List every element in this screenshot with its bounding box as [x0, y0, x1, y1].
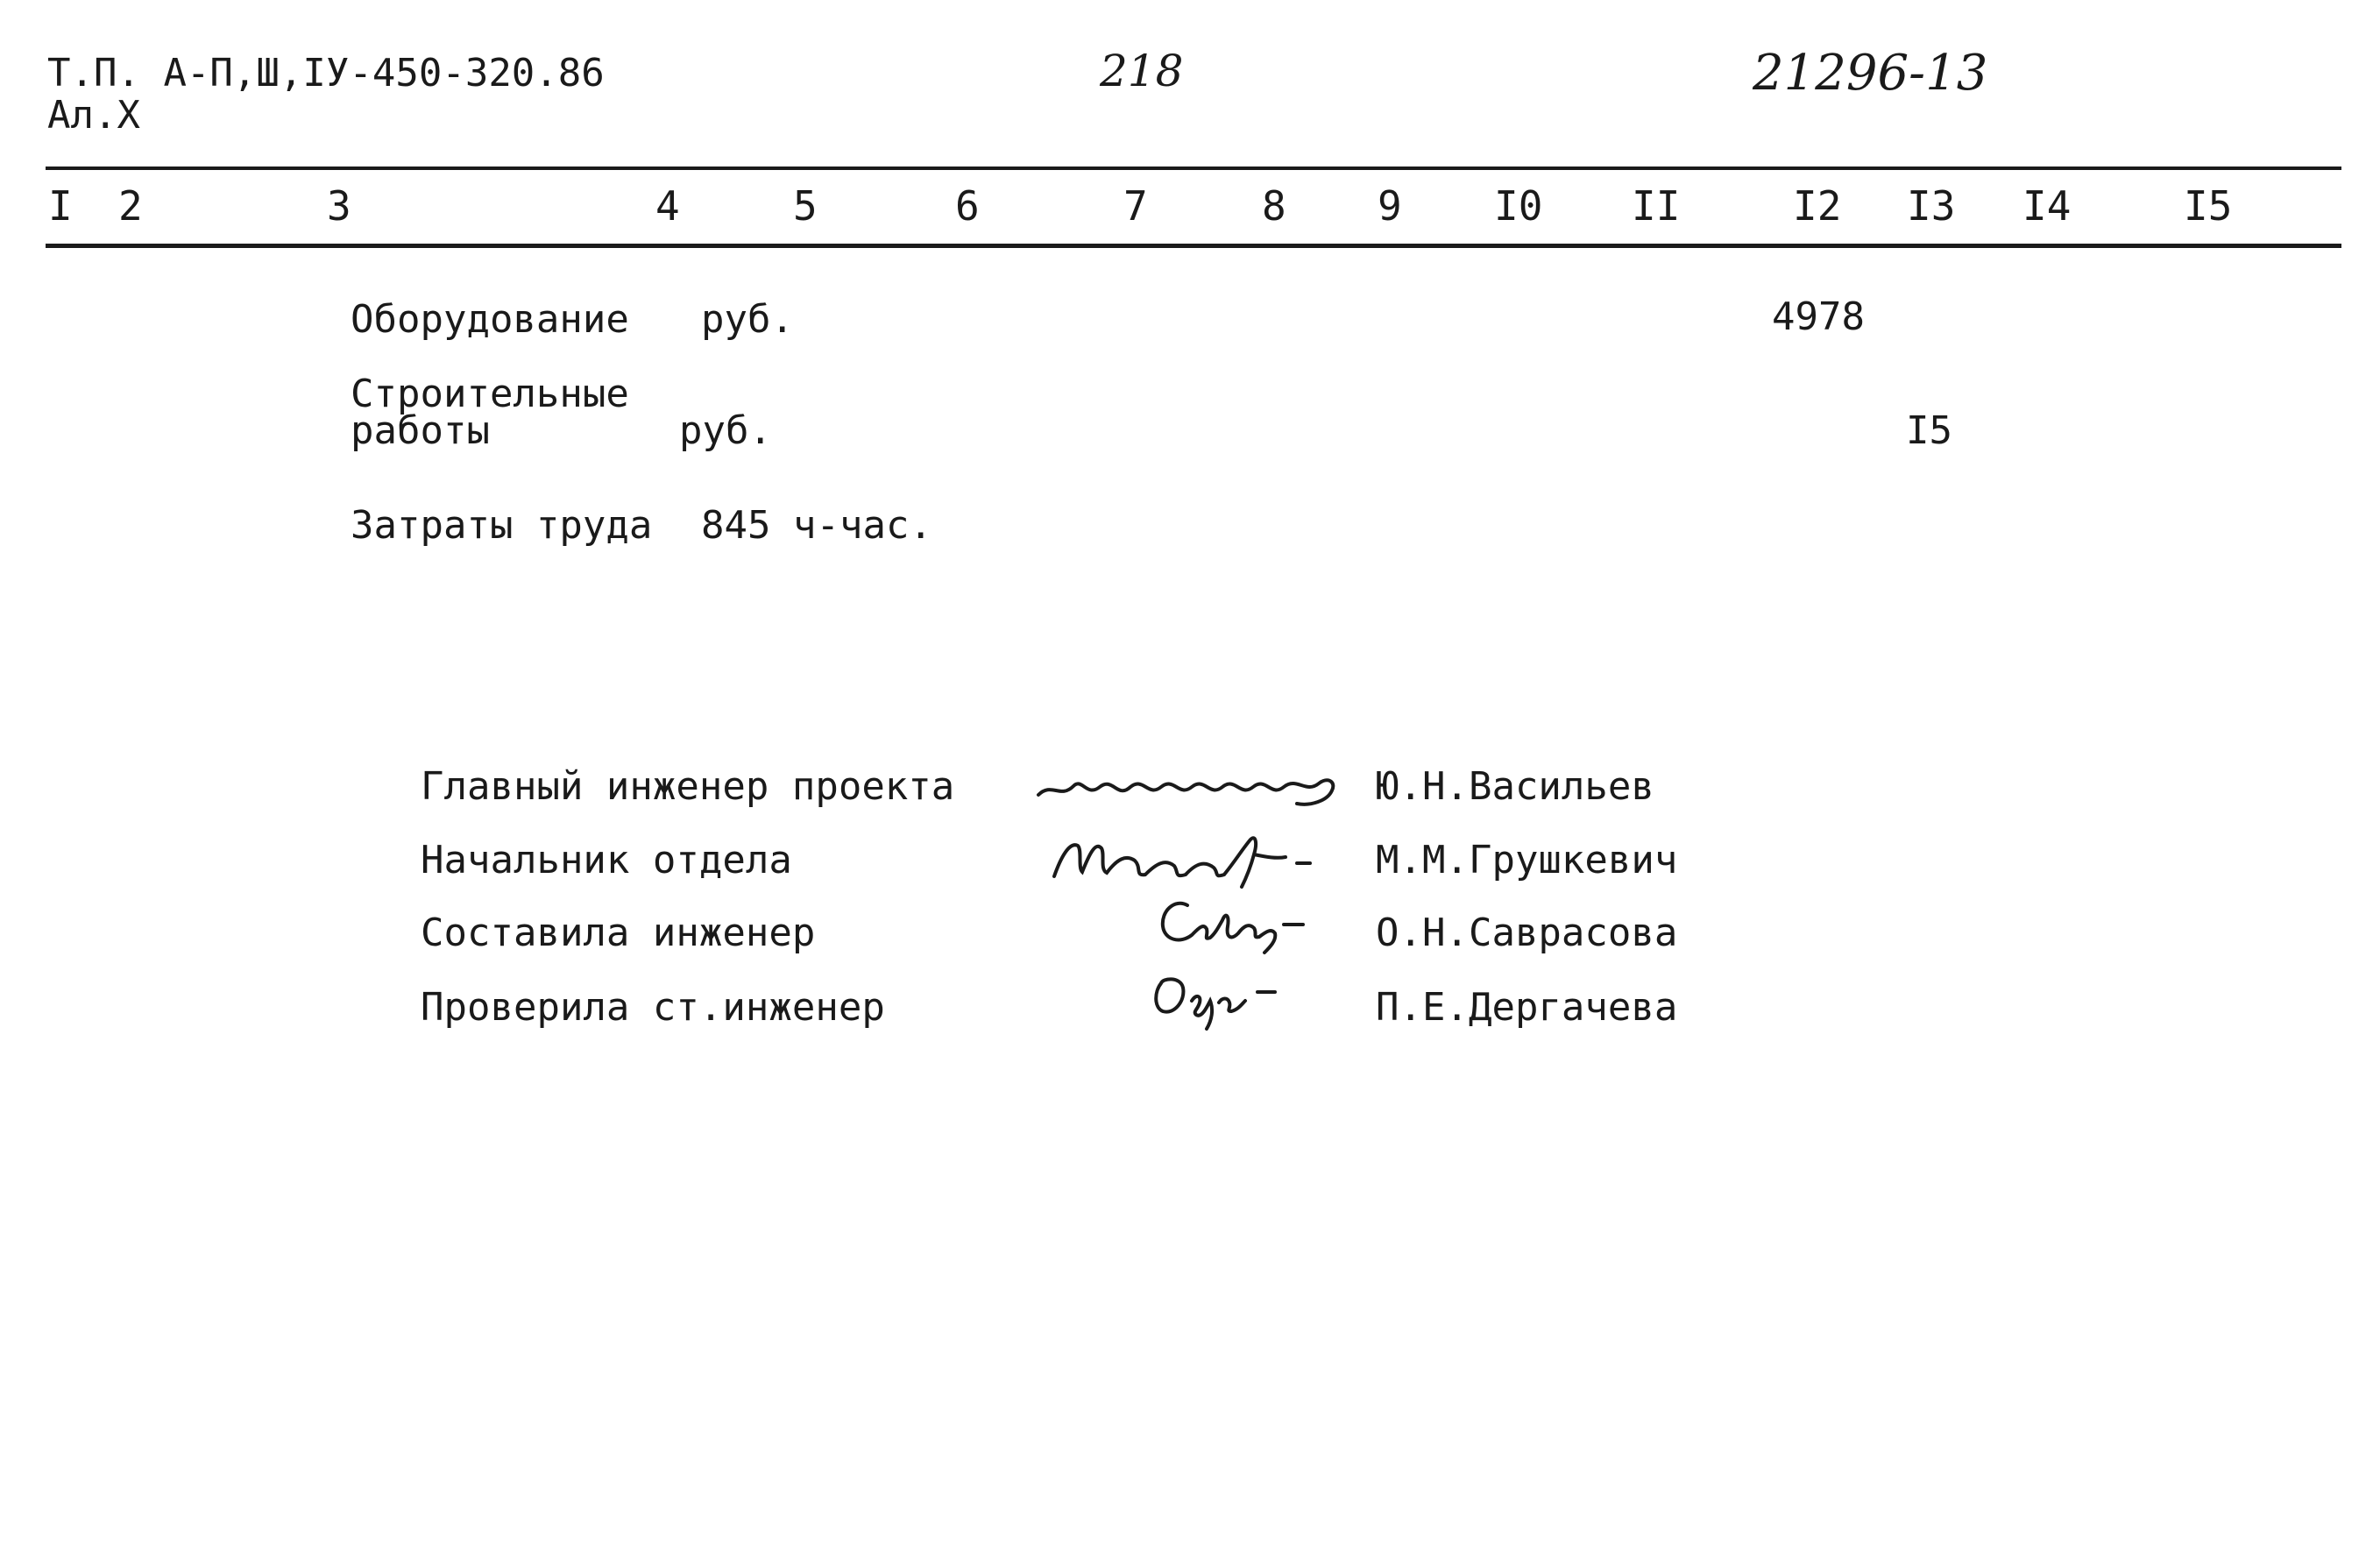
- doc-code-line2: Ал.X: [47, 93, 140, 138]
- signature-role: Главный инженер проекта: [421, 764, 955, 809]
- row-unit: руб.: [701, 297, 794, 342]
- handwritten-signature: [1144, 966, 1293, 1036]
- row-unit: ч-час.: [793, 503, 932, 548]
- column-number: I0: [1494, 182, 1543, 230]
- column-number: 4: [655, 182, 680, 230]
- row-name: Затраты труда: [351, 503, 653, 548]
- row-value-col12: 4978: [1772, 294, 1865, 339]
- row-value: 845: [701, 503, 771, 548]
- column-number: 5: [793, 182, 818, 230]
- row-name-line2: работы: [351, 408, 490, 453]
- signature-role: Начальник отдела: [421, 838, 792, 882]
- signatory-name: П.Е.Дергачева: [1376, 985, 1678, 1030]
- signature-role: Составила инженер: [421, 911, 816, 955]
- column-number: I4: [2022, 182, 2072, 230]
- column-number: 8: [1262, 182, 1286, 230]
- handwritten-signature: [1152, 889, 1328, 960]
- column-number: II: [1632, 182, 1681, 230]
- column-number: 9: [1378, 182, 1402, 230]
- row-value-col13: I5: [1906, 408, 1952, 453]
- doc-code-line1: Т.П. А-П,Ш,IУ-450-320.86: [47, 51, 605, 96]
- row-name-line1: Строительные: [351, 372, 629, 416]
- column-number: 7: [1123, 182, 1148, 230]
- column-number: I2: [1793, 182, 1842, 230]
- column-number: I5: [2184, 182, 2233, 230]
- row-name: Оборудование: [351, 297, 629, 342]
- column-number: 6: [955, 182, 980, 230]
- column-number: I: [48, 182, 73, 230]
- signature-role: Проверила ст.инженер: [421, 985, 885, 1030]
- handwritten-signature: [1034, 755, 1349, 817]
- column-number: 3: [327, 182, 351, 230]
- handwritten-signature: [1047, 824, 1363, 894]
- table-header-bottom-rule: [46, 244, 2341, 248]
- table-top-rule: [46, 167, 2341, 170]
- column-number: 2: [118, 182, 143, 230]
- row-unit: руб.: [679, 408, 772, 453]
- column-number: I3: [1907, 182, 1956, 230]
- page-number: 218: [1100, 46, 1184, 96]
- signatory-name: Ю.Н.Васильев: [1376, 764, 1654, 809]
- signatory-name: М.М.Грушкевич: [1376, 838, 1678, 882]
- archive-number: 21296-13: [1753, 45, 1988, 102]
- signatory-name: О.Н.Саврасова: [1376, 911, 1678, 955]
